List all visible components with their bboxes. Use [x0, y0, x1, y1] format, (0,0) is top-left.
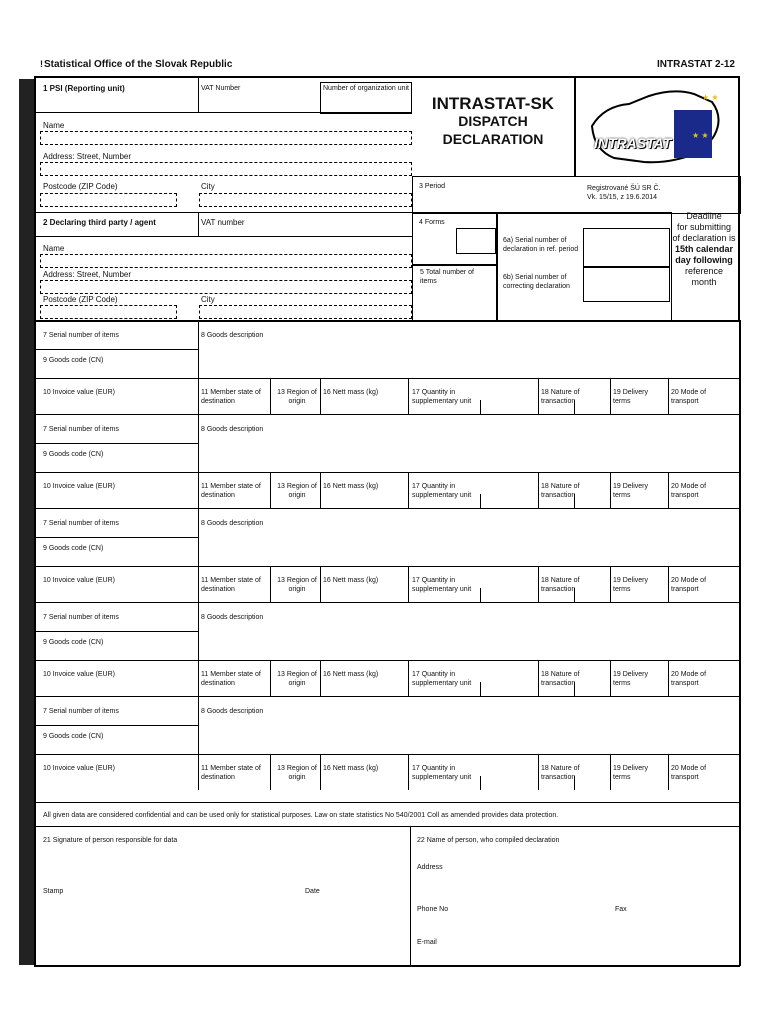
psi-address-field[interactable]	[40, 162, 412, 176]
psi-name-field[interactable]	[40, 131, 412, 145]
nature-label: 18 Nature of transaction	[541, 671, 580, 687]
divider	[198, 696, 199, 790]
divider	[410, 826, 411, 966]
date-label: Date	[305, 888, 320, 895]
nett-mass-label: 16 Nett mass (kg)	[323, 389, 379, 396]
divider	[270, 754, 271, 790]
serial-label: 7 Serial number of items	[43, 520, 119, 527]
divider	[34, 320, 740, 321]
deadline-line: for submitting	[676, 222, 732, 232]
form-code: INTRASTAT 2-12	[657, 59, 735, 70]
divider	[668, 566, 669, 602]
nature-label: 18 Nature of transaction	[541, 389, 580, 405]
agent-vat-label: VAT number	[201, 218, 245, 227]
divider	[668, 754, 669, 790]
psi-name-label: Name	[43, 121, 65, 130]
agent-city-field[interactable]	[199, 305, 412, 319]
registered-label: Registrované ŠÚ SR Č.	[587, 185, 661, 192]
divider	[668, 472, 669, 508]
region-label: 13 Region of origin	[277, 577, 317, 593]
serial-6a-input[interactable]	[583, 228, 670, 268]
fax-label: Fax	[615, 906, 627, 913]
divider	[34, 696, 740, 697]
divider	[34, 754, 740, 755]
divider	[408, 472, 409, 508]
right-border	[739, 320, 741, 966]
agent-postcode-field[interactable]	[40, 305, 177, 319]
divider	[198, 508, 199, 602]
left-margin-bar	[19, 79, 34, 965]
serial-6a-label: 6a) Serial number of declaration in ref. period	[503, 237, 579, 253]
divider	[610, 472, 611, 508]
nett-mass-label: 16 Nett mass (kg)	[323, 671, 379, 678]
psi-heading: 1 PSI (Reporting unit)	[43, 84, 125, 93]
goods-code-label: 9 Goods code (CN)	[43, 639, 104, 646]
goods-description-label: 8 Goods description	[201, 426, 264, 433]
member-state-label: 11 Member state of destination	[201, 765, 261, 781]
divider	[668, 378, 669, 414]
period-label: 3 Period	[419, 183, 446, 190]
phone-label: Phone No	[417, 906, 449, 913]
divider	[34, 349, 198, 350]
divider	[610, 378, 611, 414]
member-state-label: 11 Member state of destination	[201, 483, 261, 499]
divider	[408, 754, 409, 790]
divider	[34, 443, 198, 444]
delivery-label: 19 Delivery terms	[613, 765, 649, 781]
agent-name-field[interactable]	[40, 254, 412, 268]
psi-city-label: City	[201, 182, 215, 191]
deadline-line: reference	[684, 266, 724, 276]
deadline-line: day following	[675, 255, 733, 265]
divider	[408, 566, 409, 602]
serial-6b-input[interactable]	[583, 266, 670, 302]
serial-label: 7 Serial number of items	[43, 332, 119, 339]
region-label: 13 Region of origin	[277, 389, 317, 405]
svg-text:★ ★: ★ ★	[702, 93, 719, 102]
divider	[34, 112, 412, 113]
svg-text:★ ★: ★ ★	[692, 131, 709, 140]
title-line1: INTRASTAT-SK	[431, 94, 555, 113]
agent-city-label: City	[201, 295, 215, 304]
goods-code-label: 9 Goods code (CN)	[43, 545, 104, 552]
deadline-line: Deadline	[686, 211, 722, 221]
divider	[198, 602, 199, 696]
divider	[34, 566, 740, 567]
region-label: 13 Region of origin	[277, 671, 317, 687]
quantity-label: 17 Quantity in supplementary unit	[412, 389, 472, 405]
delivery-label: 19 Delivery terms	[613, 671, 649, 687]
divider	[34, 602, 740, 603]
delivery-label: 19 Delivery terms	[613, 577, 649, 593]
divider	[34, 414, 740, 415]
goods-description-label: 8 Goods description	[201, 520, 264, 527]
nett-mass-label: 16 Nett mass (kg)	[323, 577, 379, 584]
quantity-label: 17 Quantity in supplementary unit	[412, 483, 472, 499]
divider	[34, 212, 414, 213]
divider	[198, 212, 199, 236]
divider	[538, 566, 539, 602]
divider	[34, 236, 412, 237]
agent-postcode-label: Postcode (ZIP Code)	[43, 295, 118, 304]
divider	[538, 378, 539, 414]
mode-label: 20 Mode of transport	[671, 483, 707, 499]
title-line3: DECLARATION	[442, 131, 544, 147]
email-label: E-mail	[417, 939, 437, 946]
divider	[198, 320, 199, 414]
divider	[270, 378, 271, 414]
nature-label: 18 Nature of transaction	[541, 765, 580, 781]
logo-text: INTRASTAT	[594, 135, 672, 151]
member-state-label: 11 Member state of destination	[201, 389, 261, 405]
divider	[34, 802, 740, 803]
mode-label: 20 Mode of transport	[671, 671, 707, 687]
member-state-label: 11 Member state of destination	[201, 577, 261, 593]
mode-label: 20 Mode of transport	[671, 577, 707, 593]
serial-label: 7 Serial number of items	[43, 426, 119, 433]
divider	[538, 660, 539, 696]
nature-label: 18 Nature of transaction	[541, 483, 580, 499]
confidential-notice: All given data are considered confidential and can be used only for statistical purposes. Law on state statistics No 540/2001 Coll as amended provides data protection.	[43, 812, 559, 819]
divider	[34, 725, 198, 726]
psi-postcode-field[interactable]	[40, 193, 177, 207]
signature-label: 21 Signature of person responsible for data	[43, 837, 178, 844]
divider	[408, 378, 409, 414]
goods-code-label: 9 Goods code (CN)	[43, 357, 104, 364]
psi-postcode-label: Postcode (ZIP Code)	[43, 182, 118, 191]
goods-description-label: 8 Goods description	[201, 708, 264, 715]
divider	[34, 660, 740, 661]
divider	[270, 660, 271, 696]
deadline-line: month	[691, 277, 717, 287]
deadline-text	[668, 211, 740, 288]
divider	[34, 826, 740, 827]
divider	[34, 537, 198, 538]
divider	[538, 754, 539, 790]
goods-code-label: 9 Goods code (CN)	[43, 451, 104, 458]
psi-address-label: Address: Street, Number	[43, 152, 132, 161]
agent-name-label: Name	[43, 244, 65, 253]
divider	[34, 631, 198, 632]
psi-city-field[interactable]	[199, 193, 412, 207]
mode-label: 20 Mode of transport	[671, 389, 707, 405]
invoice-value-label: 10 Invoice value (EUR)	[43, 765, 115, 772]
total-items-label: 5 Total number of items	[420, 269, 474, 285]
region-label: 13 Region of origin	[277, 483, 317, 499]
agent-address-label: Address: Street, Number	[43, 270, 132, 279]
member-state-label: 11 Member state of destination	[201, 671, 261, 687]
deadline-line: of declaration is	[672, 233, 736, 243]
quantity-label: 17 Quantity in supplementary unit	[412, 577, 472, 593]
intrastat-logo	[574, 76, 740, 178]
registered-label-2: Vk. 15/15, z 19.6.2014	[587, 194, 658, 201]
goods-code-label: 9 Goods code (CN)	[43, 733, 104, 740]
delivery-label: 19 Delivery terms	[613, 389, 649, 405]
header-mark: !	[40, 59, 43, 69]
nett-mass-label: 16 Nett mass (kg)	[323, 765, 379, 772]
invoice-value-label: 10 Invoice value (EUR)	[43, 483, 115, 490]
stamp-label: Stamp	[43, 888, 64, 895]
divider	[538, 472, 539, 508]
agent-address-field[interactable]	[40, 280, 412, 294]
divider	[668, 660, 669, 696]
agent-heading: 2 Declaring third party / agent	[43, 218, 156, 227]
divider	[270, 566, 271, 602]
left-border	[34, 76, 36, 966]
psi-org-unit-label: Number of organization unit	[323, 85, 409, 92]
forms-label: 4 Forms	[419, 219, 445, 226]
serial-label: 7 Serial number of items	[43, 614, 119, 621]
invoice-value-label: 10 Invoice value (EUR)	[43, 577, 115, 584]
deadline-line: 15th calendar	[674, 244, 734, 254]
invoice-value-label: 10 Invoice value (EUR)	[43, 671, 115, 678]
divider	[610, 566, 611, 602]
mode-label: 20 Mode of transport	[671, 765, 707, 781]
office-name: Statistical Office of the Slovak Republic	[44, 59, 233, 70]
divider	[270, 472, 271, 508]
title-line2: DISPATCH	[458, 113, 528, 129]
bottom-border	[34, 965, 740, 967]
divider	[198, 76, 199, 112]
serial-6b-label: 6b) Serial number of correcting declaration	[503, 274, 570, 290]
address-label: Address	[417, 864, 443, 871]
divider	[34, 508, 740, 509]
divider	[610, 660, 611, 696]
nett-mass-label: 16 Nett mass (kg)	[323, 483, 379, 490]
divider	[610, 754, 611, 790]
divider	[34, 378, 740, 379]
quantity-label: 17 Quantity in supplementary unit	[412, 671, 472, 687]
divider	[408, 660, 409, 696]
nature-label: 18 Nature of transaction	[541, 577, 580, 593]
logo-map-icon	[574, 78, 738, 178]
divider	[198, 414, 199, 508]
goods-description-label: 8 Goods description	[201, 614, 264, 621]
quantity-label: 17 Quantity in supplementary unit	[412, 765, 472, 781]
invoice-value-label: 10 Invoice value (EUR)	[43, 389, 115, 396]
psi-vat-label: VAT Number	[201, 85, 241, 92]
compiler-label: 22 Name of person, who compiled declaration	[417, 837, 560, 844]
delivery-label: 19 Delivery terms	[613, 483, 649, 499]
divider	[34, 472, 740, 473]
region-label: 13 Region of origin	[277, 765, 317, 781]
serial-label: 7 Serial number of items	[43, 708, 119, 715]
goods-description-label: 8 Goods description	[201, 332, 264, 339]
forms-input[interactable]	[456, 228, 496, 254]
